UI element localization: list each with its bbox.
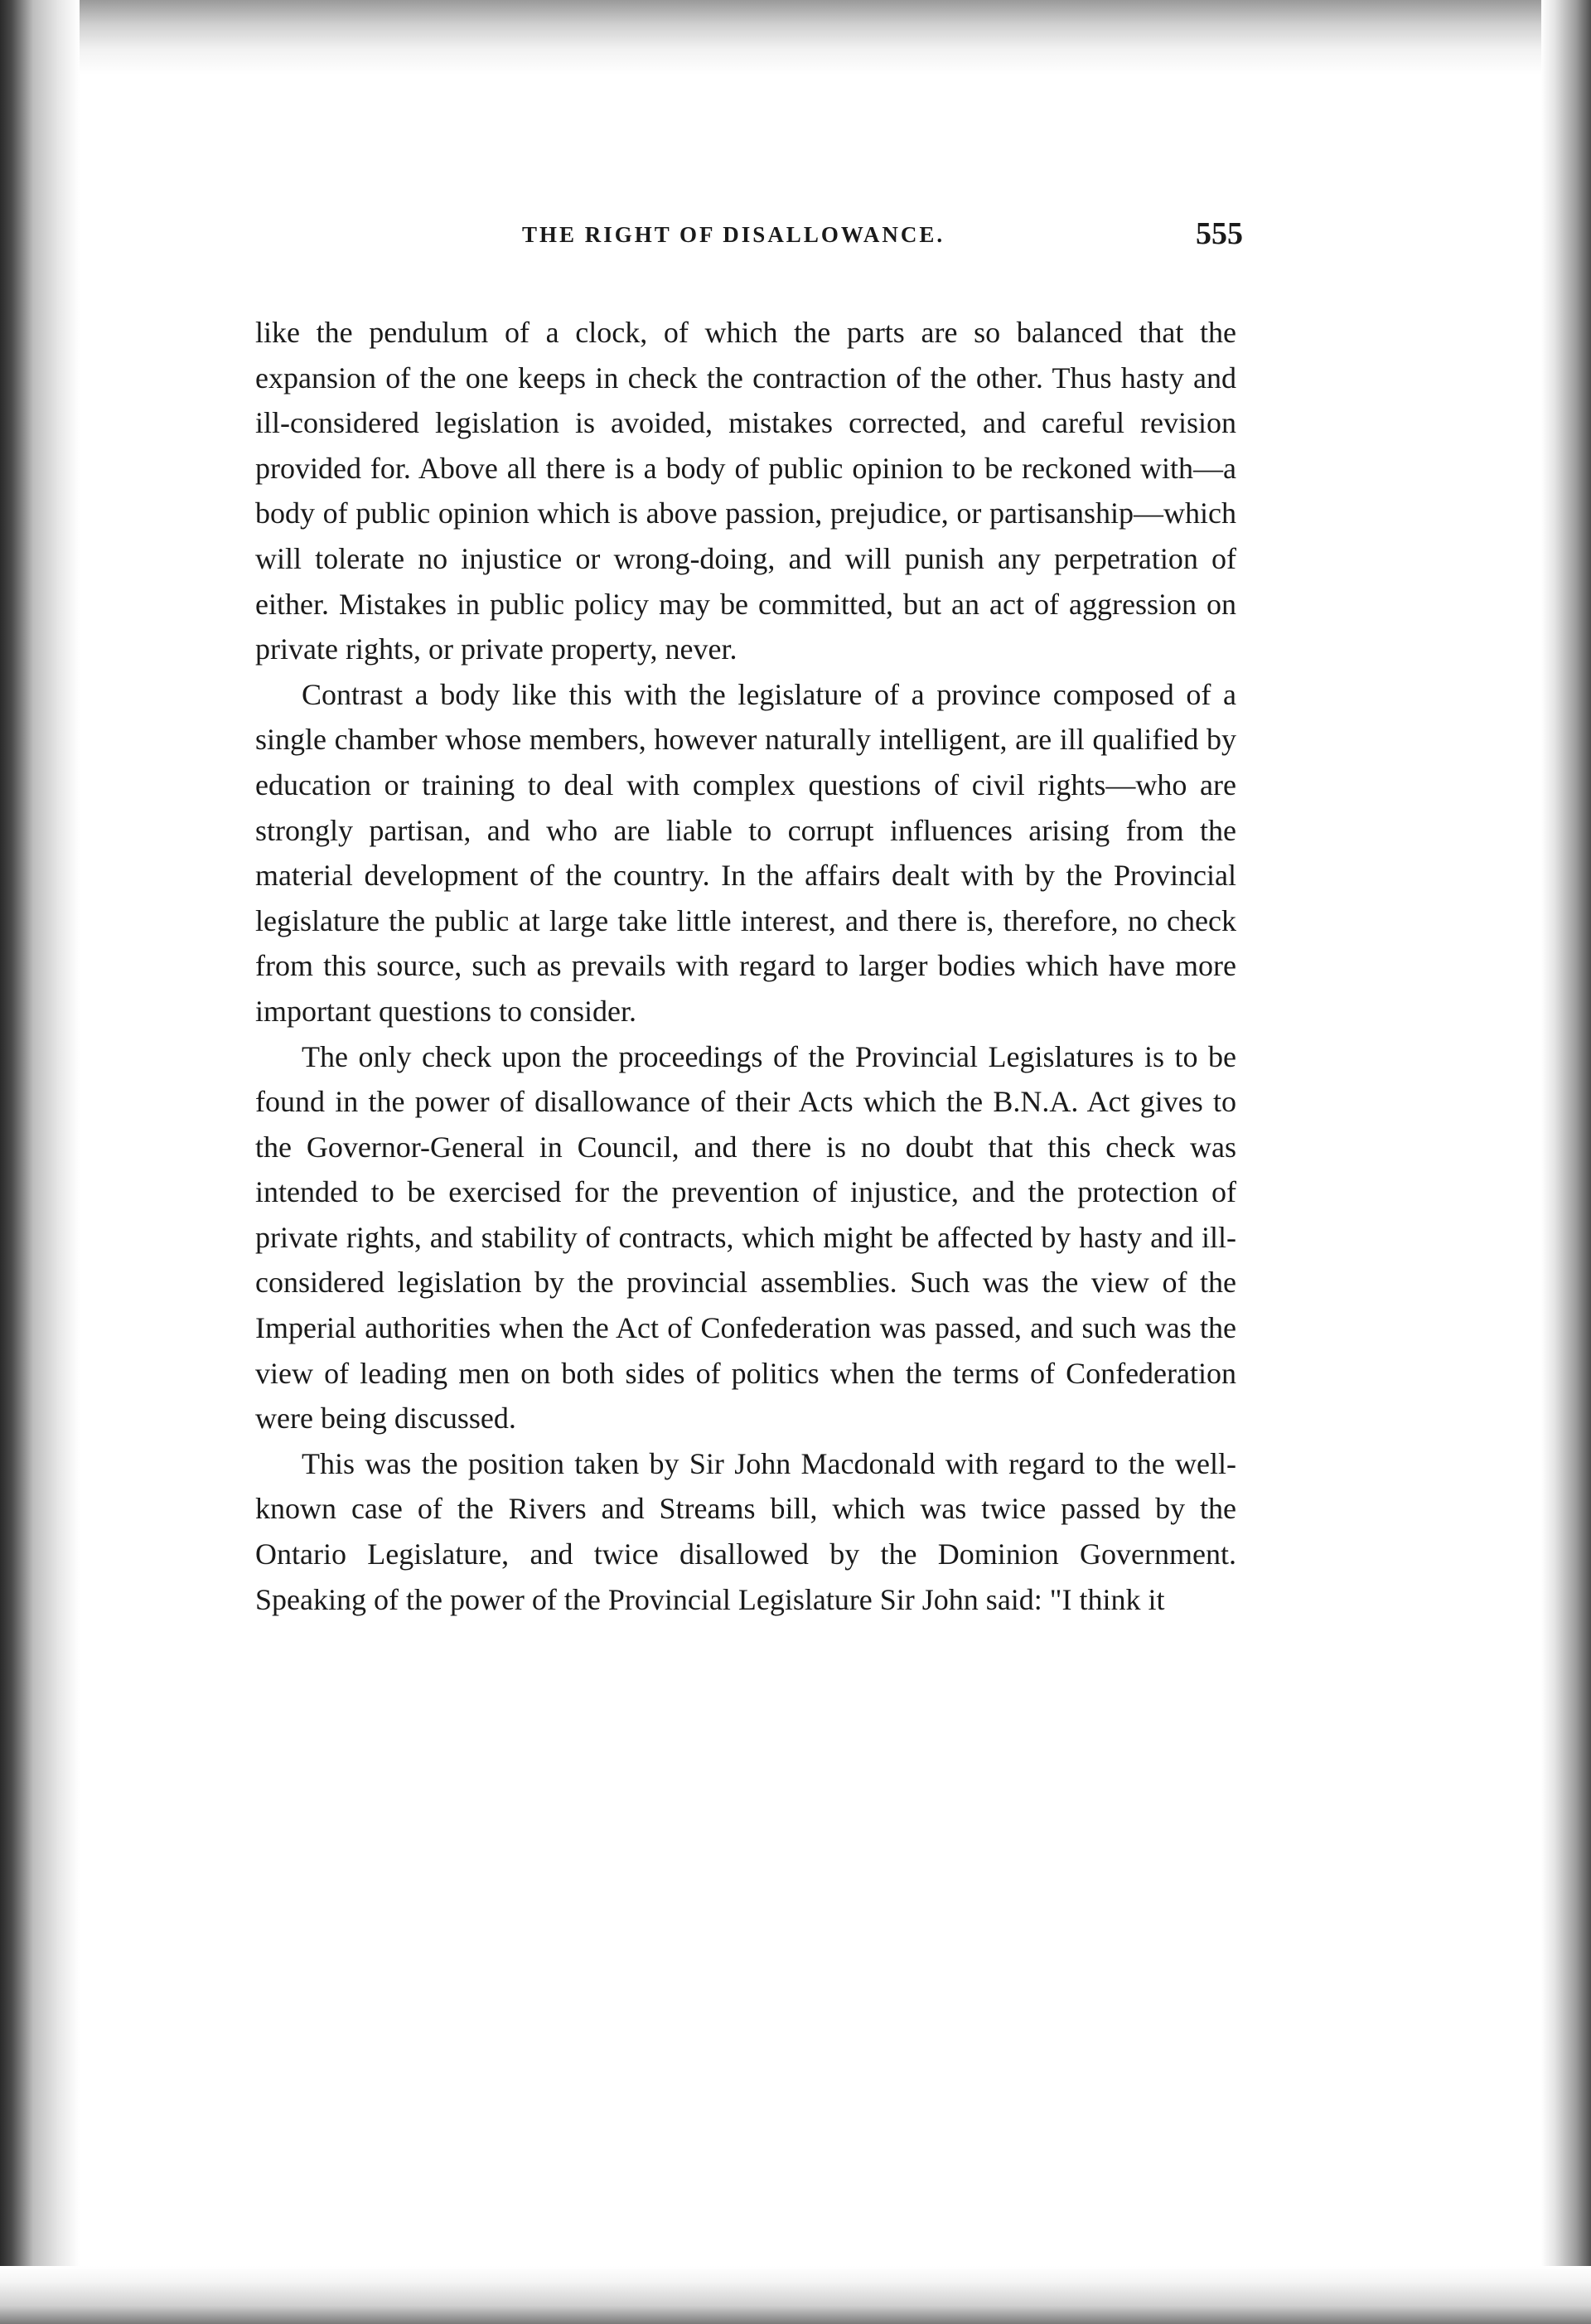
scan-shadow-bottom	[0, 2266, 1591, 2324]
scan-shadow-right	[1541, 0, 1591, 2324]
paragraph: The only check upon the proceedings of the Provincial Legislatures is to be found in the power of disallowance of their Acts which the B.N.A. Act gives to the Governor-General in Council, and there is no doubt that this check was intended to be exercised for the prevention of injustice, and the protection of private rights, and stability of contracts, which might be affected by hasty and ill-considered legislation by the provincial assemblies. Such was the view of the Imperial authorities when the Act of Confederation was passed, and such was the view of leading men on both sides of politics when the terms of Confederation were being discussed.	[255, 1039, 1236, 1436]
body-text	[255, 310, 1236, 1622]
paragraph: Contrast a body like this with the legislature of a province composed of a single chamber whose members, however naturally intelligent, are ill qualified by education or training to deal with complex questions of civil rights—who are strongly partisan, and who are liable to corrupt influences arising from the material development of the country. In the affairs dealt with by the Provincial legislature the public at large take little interest, and there is, therefore, no check from this source, such as prevails with regard to larger bodies which have more important questions to consider.	[255, 677, 1236, 1028]
page-number: 555	[1196, 216, 1243, 251]
running-head	[481, 212, 1243, 262]
paragraph-continued: like the pendulum of a clock, of which the parts are so balanced that the expansion of the one keeps in check the contraction of the other. Thus hasty and ill-considered legislation is avoided, mistakes corrected, and careful revision provided for. Above all there is a body of public opinion to be reckoned with—a body of public opinion which is above passion, prejudice, or partisanship—which will tolerate no injustice or wrong-doing, and will punish any perpetration of either. Mistakes in public policy may be committed, but an act of aggression on private rights, or private property, never.	[255, 316, 1236, 666]
scan-shadow-top	[0, 0, 1591, 75]
running-title: THE RIGHT OF DISALLOWANCE.	[522, 222, 945, 247]
paragraph: This was the position taken by Sir John Macdonald with regard to the well-known case of the Rivers and Streams bill, which was twice passed by the Ontario Legislature, and twice disallowed by the Dominion Government. Speaking of the power of the Provincial Legislature Sir John said: "I think it	[255, 1446, 1236, 1616]
scan-shadow-left	[0, 0, 80, 2324]
